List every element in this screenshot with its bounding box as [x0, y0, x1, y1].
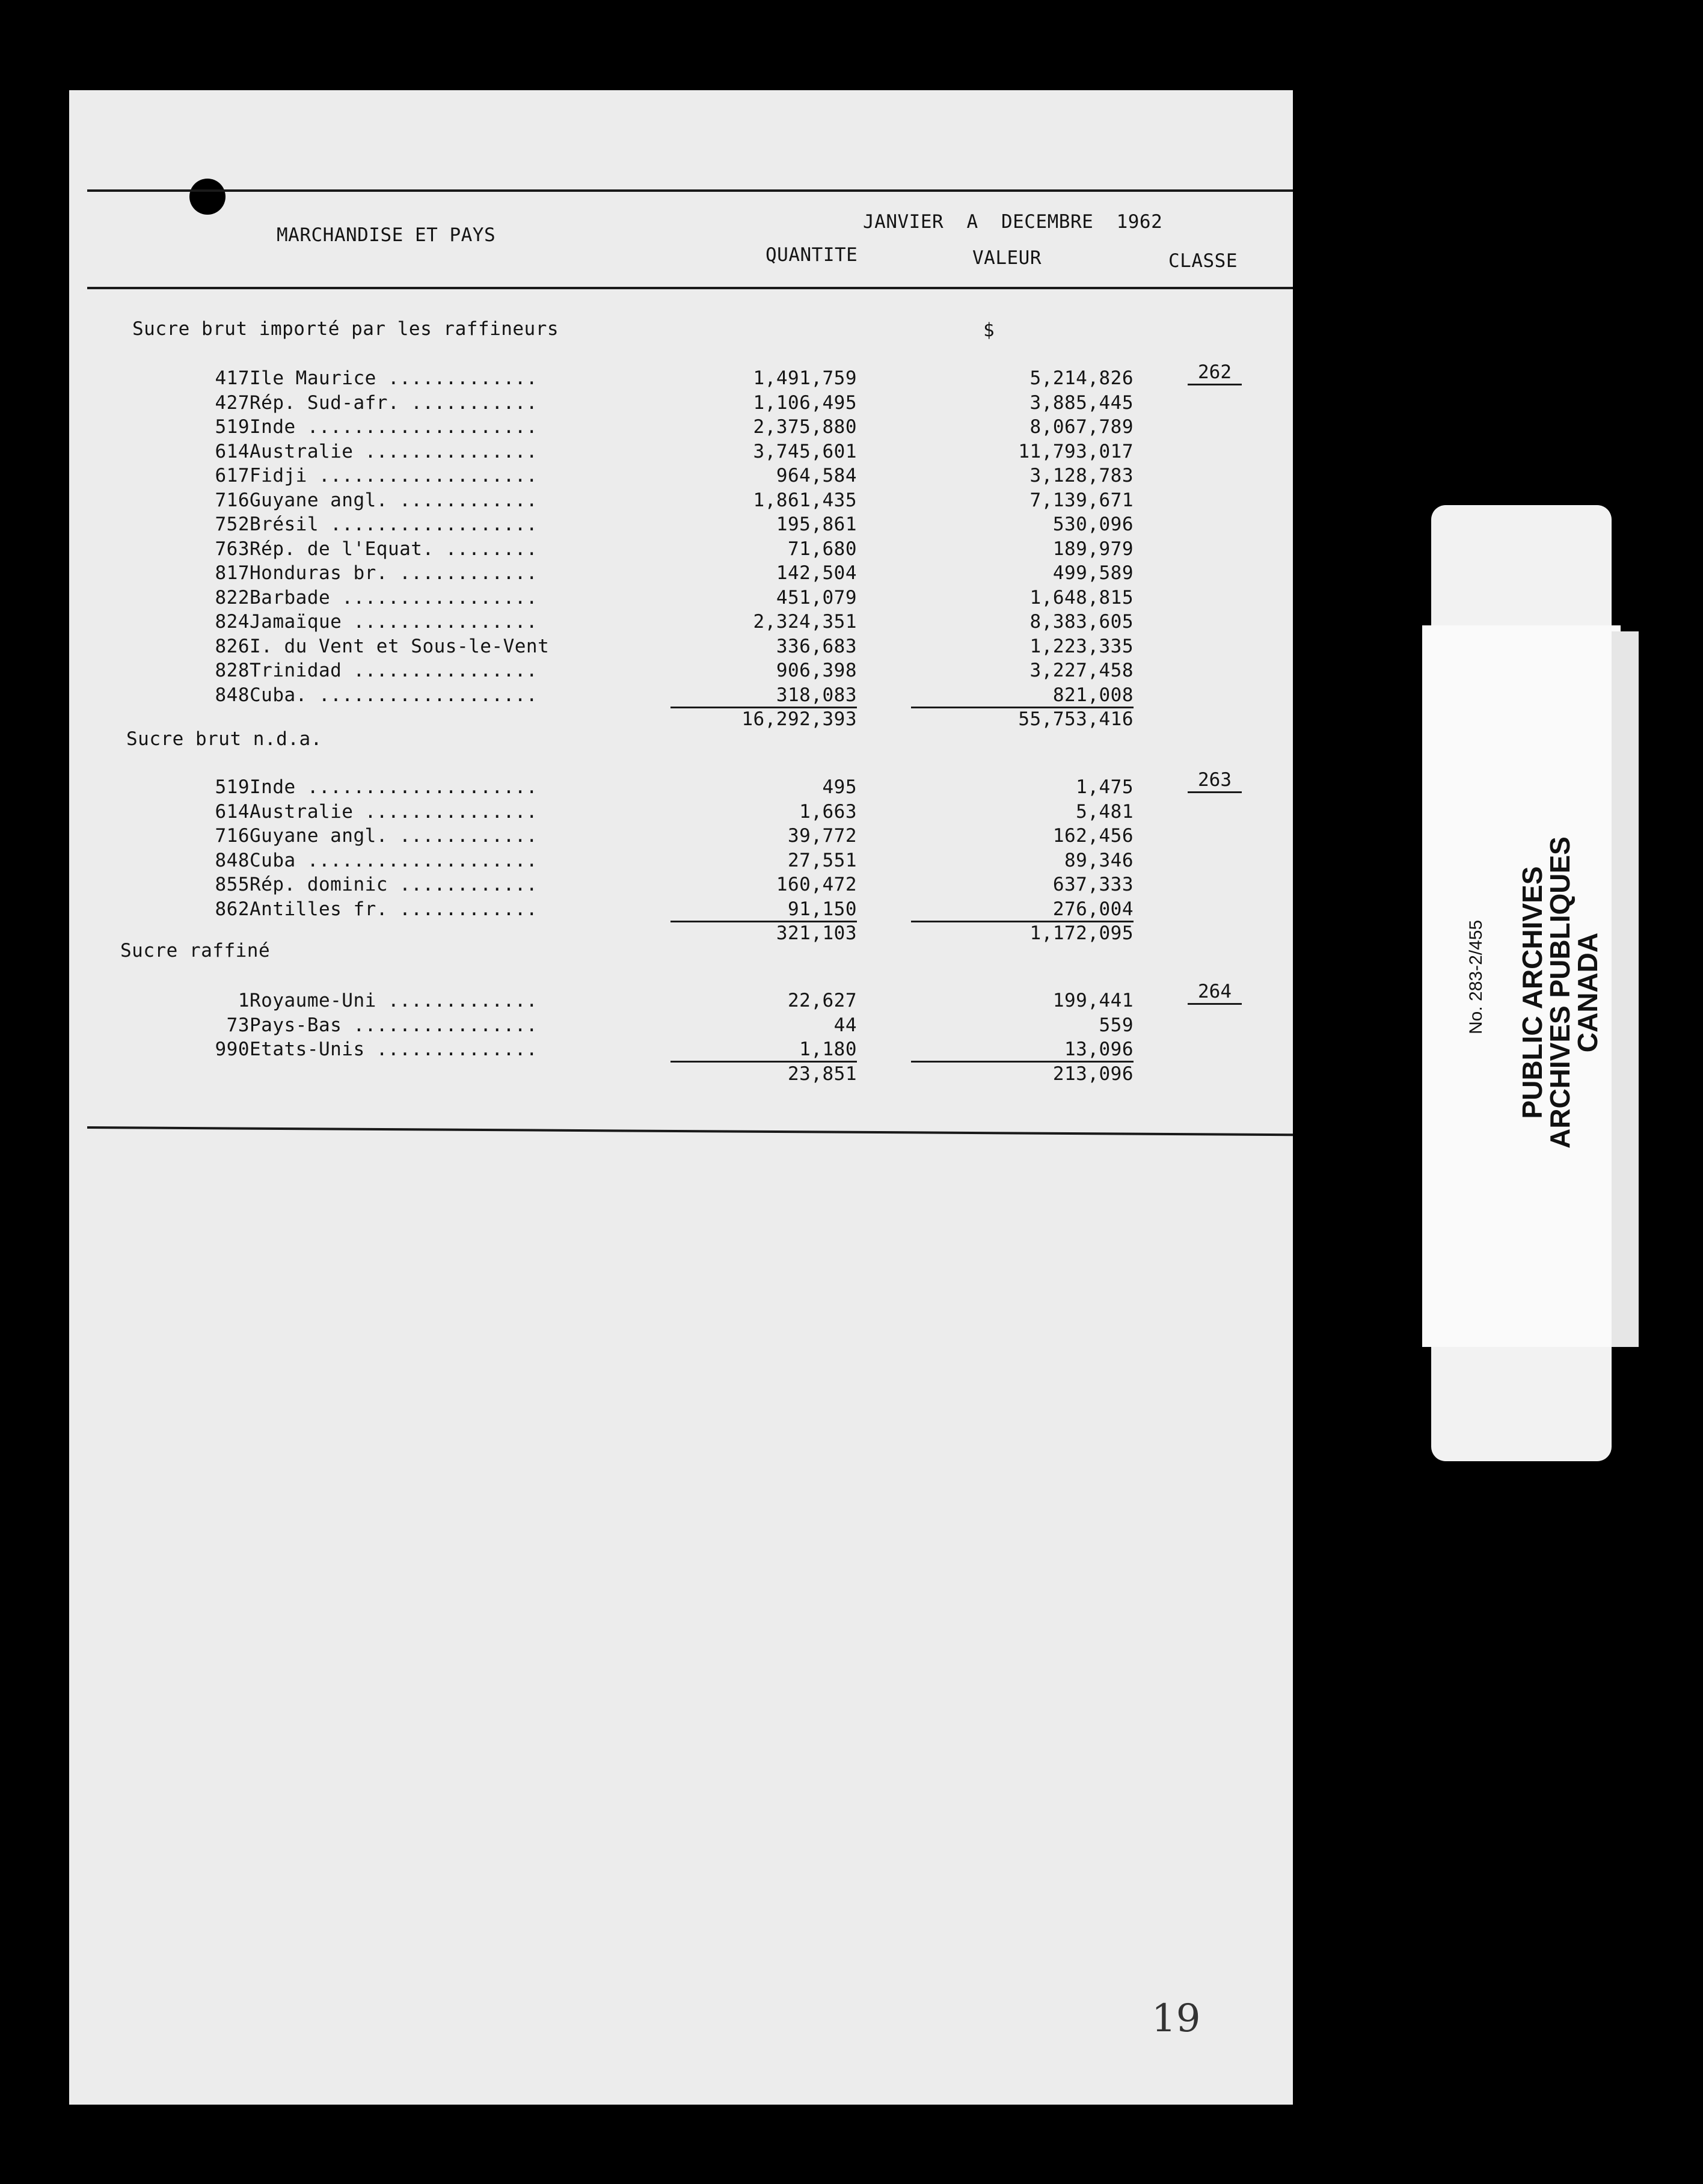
archive-stamp: [1518, 836, 1601, 1149]
section-title: Sucre brut n.d.a.: [126, 728, 322, 750]
country-code: 855: [215, 874, 250, 895]
country-name: Cuba ....................: [250, 849, 538, 871]
value-amount: 7,139,671: [1029, 489, 1134, 511]
value-amount: 11,793,017: [1018, 440, 1134, 462]
value-amount: 559: [1099, 1014, 1134, 1036]
value-amount: 276,004: [911, 898, 1134, 922]
value-amount: 637,333: [1052, 874, 1134, 895]
value-amount: 89,346: [1064, 849, 1134, 871]
value-amount: 821,008: [911, 684, 1134, 708]
value-amount: 5,214,826: [1029, 367, 1134, 389]
value-amount: 189,979: [1052, 538, 1134, 560]
total-value: 55,753,416: [1018, 708, 1134, 730]
value-amount: 199,441: [1052, 990, 1134, 1011]
country-name: Australie ...............: [250, 440, 538, 462]
country-name: Cuba. ...................: [250, 684, 538, 706]
class-header: CLASSE: [1168, 250, 1238, 272]
value-amount: 1,648,815: [1029, 586, 1134, 609]
value-amount: 3,227,458: [1029, 660, 1134, 681]
document-page: [69, 90, 1293, 2105]
value-amount: 3,885,445: [1029, 391, 1134, 414]
value-header: VALEUR: [972, 247, 1042, 269]
country-code: 73: [226, 1014, 250, 1036]
value-amount: 530,096: [1052, 514, 1134, 535]
country-code: 862: [215, 898, 250, 920]
quantity-value: 44: [833, 1014, 857, 1036]
value-amount: 499,589: [1052, 562, 1134, 584]
country-code: 427: [215, 391, 250, 414]
country-name: Pays-Bas ................: [250, 1014, 538, 1036]
country-code: 822: [215, 586, 250, 609]
country-code: 763: [215, 538, 250, 560]
value-amount: 1,475: [1076, 776, 1134, 798]
country-name: Brésil ..................: [250, 514, 538, 535]
quantity-value: 1,861,435: [753, 489, 857, 511]
quantity-value: 2,324,351: [753, 611, 857, 633]
section-classe: 264: [1188, 980, 1242, 1005]
page-number: 19: [1152, 1996, 1201, 2041]
quantity-value: 1,491,759: [753, 367, 857, 389]
country-code: 828: [215, 660, 250, 681]
quantity-value: 142,504: [776, 562, 857, 584]
quantity-value: 1,663: [799, 800, 857, 823]
country-code: 617: [215, 465, 250, 486]
country-name: Inde ....................: [250, 416, 538, 438]
quantity-value: 160,472: [776, 874, 857, 895]
country-code: 614: [215, 440, 250, 462]
country-code: 826: [215, 635, 250, 657]
quantity-value: 451,079: [776, 586, 857, 609]
country-code: 519: [215, 776, 250, 798]
quantity-value: 964,584: [776, 465, 857, 486]
country-name: Royaume-Uni .............: [250, 990, 538, 1011]
country-code: 848: [215, 849, 250, 871]
country-name: Etats-Unis ..............: [250, 1038, 538, 1060]
currency-symbol: $: [983, 319, 995, 341]
quantity-header: QUANTITE: [766, 244, 858, 266]
country-name: Rép. Sud-afr. ...........: [250, 391, 538, 414]
value-amount: 162,456: [1052, 825, 1134, 847]
country-name: Trinidad ................: [250, 660, 538, 681]
punch-hole: [189, 179, 226, 215]
quantity-value: 39,772: [788, 825, 857, 847]
country-name: Guyane angl. ............: [250, 489, 538, 511]
country-name: Australie ...............: [250, 800, 538, 823]
country-code: 614: [215, 800, 250, 823]
value-amount: 5,481: [1076, 800, 1134, 823]
country-name: Rép. dominic ............: [250, 874, 538, 895]
country-code: 752: [215, 514, 250, 535]
country-code: 716: [215, 825, 250, 847]
quantity-value: 27,551: [788, 849, 857, 871]
section-classe: 262: [1188, 361, 1242, 385]
section-title: Sucre brut importé par les raffineurs: [132, 318, 559, 340]
quantity-value: 2,375,880: [753, 416, 857, 438]
value-amount: 8,383,605: [1029, 611, 1134, 633]
quantity-value: 71,680: [788, 538, 857, 560]
country-code: 716: [215, 489, 250, 511]
country-code: 519: [215, 416, 250, 438]
value-amount: 8,067,789: [1029, 416, 1134, 438]
country-name: Guyane angl. ............: [250, 825, 538, 847]
country-name: Antilles fr. ............: [250, 898, 538, 920]
total-value: 213,096: [1052, 1063, 1134, 1085]
archive-card-edge: [1612, 631, 1639, 1347]
country-name: Barbade .................: [250, 586, 538, 609]
archive-line-3: CANADA: [1572, 932, 1603, 1053]
archive-line-2: ARCHIVES PUBLIQUES: [1544, 836, 1576, 1149]
quantity-value: 318,083: [670, 684, 857, 708]
quantity-value: 906,398: [776, 660, 857, 681]
country-name: Jamaïque ................: [250, 611, 538, 633]
country-code: 417: [215, 367, 250, 389]
quantity-value: 495: [822, 776, 857, 798]
country-name: Ile Maurice .............: [250, 367, 538, 389]
country-name: Inde ....................: [250, 776, 538, 798]
country-name: Fidji ...................: [250, 465, 538, 486]
quantity-value: 91,150: [670, 898, 857, 922]
quantity-value: 22,627: [788, 990, 857, 1011]
country-code: 824: [215, 611, 250, 633]
quantity-value: 336,683: [776, 635, 857, 657]
period-header: JANVIER A DECEMBRE 1962: [863, 211, 1163, 233]
country-name: Honduras br. ............: [250, 562, 538, 584]
country-code: 990: [215, 1038, 250, 1060]
total-quantity: 321,103: [776, 922, 857, 944]
value-amount: 3,128,783: [1029, 465, 1134, 486]
quantity-value: 3,745,601: [753, 440, 857, 462]
total-quantity: 23,851: [788, 1063, 857, 1085]
total-value: 1,172,095: [1029, 922, 1134, 944]
value-amount: 1,223,335: [1029, 635, 1134, 657]
country-name: Rép. de l'Equat. ........: [250, 538, 538, 560]
archive-number: No. 283-2/455: [1466, 919, 1486, 1034]
section-classe: 263: [1188, 768, 1242, 793]
total-quantity: 16,292,393: [741, 708, 857, 730]
quantity-value: 195,861: [776, 514, 857, 535]
header-rule-top: [87, 189, 1293, 192]
table-end-rule: [87, 1126, 1293, 1136]
value-amount: 13,096: [911, 1038, 1134, 1063]
country-name: I. du Vent et Sous-le-Vent: [250, 635, 550, 657]
merchandise-header: MARCHANDISE ET PAYS: [277, 224, 496, 246]
country-code: 848: [215, 684, 250, 706]
quantity-value: 1,106,495: [753, 391, 857, 414]
archive-line-1: PUBLIC ARCHIVES: [1517, 866, 1548, 1119]
section-title: Sucre raffiné: [120, 940, 271, 962]
header-rule-bottom: [87, 287, 1293, 289]
country-code: 1: [238, 990, 250, 1011]
quantity-value: 1,180: [670, 1038, 857, 1063]
country-code: 817: [215, 562, 250, 584]
